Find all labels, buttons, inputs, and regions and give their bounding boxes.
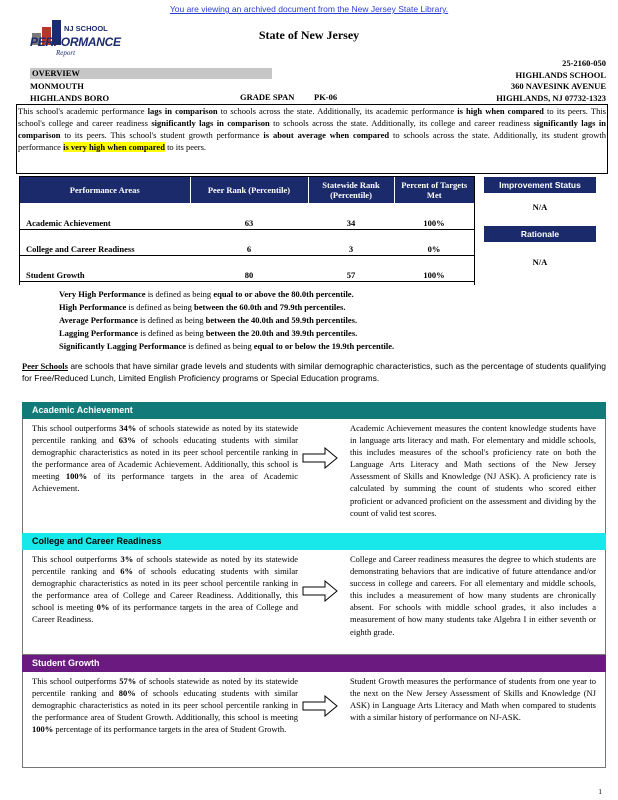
college-career-readiness-description: College and Career readiness measures the degree to which students are demonstrating behaviors that are indicative of future attendance and/or success in college and careers. For all elementary and middle schools, this includes a measurement of how many students are chronically absent. For schools with middle school grades, it also includes a measurement of how many students take Algebra I in either seventh or eighth grade. — [350, 554, 596, 637]
section-header-college-career-readiness: College and Career Readiness — [22, 533, 606, 550]
right-arrow-icon — [302, 580, 338, 602]
overview-label: OVERVIEW — [30, 68, 272, 79]
definition-high: High Performance is defined as being between the 60.0th and 79.9th percentiles. — [59, 302, 346, 312]
peer-rank: 63 — [190, 203, 308, 229]
logo-text-line2: PERFORMANCE — [30, 35, 121, 49]
table-row — [20, 203, 474, 229]
definition-significantly-lagging: Significantly Lagging Performance is defined as being equal to or below the 19.9th percentile. — [59, 341, 395, 351]
performance-area: Academic Achievement — [20, 203, 190, 229]
right-arrow-icon — [302, 695, 338, 717]
school-code: 25-2160-050 — [562, 58, 606, 68]
rationale-value: N/A — [532, 257, 548, 267]
definition-average: Average Performance is defined as being between the 40.0th and 59.9th percentiles. — [59, 315, 358, 325]
targets-met: 100% — [394, 255, 474, 281]
table-header-row — [20, 177, 474, 203]
targets-met: 0% — [394, 229, 474, 255]
targets-met: 100% — [394, 203, 474, 229]
improvement-status-value: N/A — [532, 202, 548, 212]
archive-banner-link[interactable]: You are viewing an archived document from the New Jersey State Library. — [169, 4, 449, 14]
county-name: MONMOUTH — [30, 81, 84, 91]
page-title: State of New Jersey — [258, 28, 360, 42]
column-header: Statewide Rank (Percentile) — [308, 177, 394, 203]
academic-achievement-description: Academic Achievement measures the content knowledge students have in language arts literacy and math. For elementary and middle schools, this includes measures of the school's proficiency rate on both the Language Arts Literacy and Math sections of the New Jersey Assessment of Skills and Knowledge (NJ ASK). A proficiency rate is calculated by summing the count of students who scored either proficient or advanced proficient on the assessment and dividing by the count of valid test scores. — [350, 423, 596, 518]
definition-very-high: Very High Performance is defined as being equal to or above the 80.0th percentile. — [59, 289, 354, 299]
logo-text-line3: Report — [56, 49, 76, 57]
statewide-rank: 34 — [308, 203, 394, 229]
performance-area: Student Growth — [20, 255, 190, 281]
student-growth-summary: This school outperforms 57% of schools statewide as noted by its statewide percentile ranking and 80% of schools educating students with similar demographic characteristics as noted in its peer school percentile ranking in the performance area of Student Growth. Additionally, this school is meeting 100% percentage of its performance targets in the area of Student Growth. — [32, 676, 298, 735]
column-header: Performance Areas — [20, 177, 190, 203]
section-header-academic-achievement: Academic Achievement — [22, 402, 606, 419]
school-name: HIGHLANDS SCHOOL — [515, 70, 606, 80]
rationale-label: Rationale — [484, 226, 596, 242]
definition-lagging: Lagging Performance is defined as being between the 20.0th and 39.9th percentiles. — [59, 328, 358, 338]
peer-rank: 80 — [190, 255, 308, 281]
logo-text-line1: NJ SCHOOL — [64, 24, 108, 33]
page-number: 1 — [598, 787, 602, 796]
performance-table — [20, 177, 474, 282]
improvement-status-label: Improvement Status — [484, 177, 596, 193]
performance-summary: This school's academic performance lags in comparison to schools across the state. Additionally, its academic performance is high when compared to its peers. This school's college and career readiness significantly lags in comparison to schools across the state. Additionally, its college and career readiness significantly lags in comparison to its peers. This school's student growth performance is about average when compared to schools across the state. Additionally, its student growth performance is very high when compared to its peers. — [18, 106, 606, 153]
statewide-rank: 57 — [308, 255, 394, 281]
table-row — [20, 229, 474, 255]
school-city: HIGHLANDS, NJ 07732-1323 — [496, 93, 606, 103]
section-header-student-growth: Student Growth — [22, 655, 606, 672]
peer-schools-definition: Peer Schools are schools that have similar grade levels and students with similar demographic characteristics, such as the percentage of students qualifying for Free/Reduced Lunch, Limited English Proficiency programs or Special Education programs. — [22, 361, 606, 384]
grade-span-label: GRADE SPAN — [240, 92, 295, 102]
column-header: Peer Rank (Percentile) — [190, 177, 308, 203]
performance-area: College and Career Readiness — [20, 229, 190, 255]
column-header: Percent of Targets Met — [394, 177, 474, 203]
academic-achievement-summary: This school outperforms 34% of schools statewide as noted by its statewide percentile ranking and 63% of schools educating students with similar demographic characteristics as noted in its peer school percentile ranking in the performance area of Academic Achievement. Additionally, this school is meeting 100% of its performance targets in the area of Academic Achievement. — [32, 423, 298, 494]
college-career-readiness-summary: This school outperforms 3% of schools statewide as noted by its statewide percentile ranking and 6% of schools educating students with similar demographic characteristics as noted in its peer school percentile ranking in the performance area of College and Career Readiness. Additionally, this school is meeting 0% of its performance targets in the area of College and Career Readiness. — [32, 554, 299, 625]
school-address: 360 NAVESINK AVENUE — [510, 81, 606, 91]
peer-rank: 6 — [190, 229, 308, 255]
statewide-rank: 3 — [308, 229, 394, 255]
right-arrow-icon — [302, 447, 338, 469]
grade-span-value: PK-06 — [314, 92, 338, 102]
table-row — [20, 255, 474, 281]
student-growth-description: Student Growth measures the performance of students from one year to the next on the New Jersey Assessment of Skills and Knowledge (NJ ASK) in Language Arts Literacy and Math when compared to students with a similar history of performance on NJ-ASK. — [350, 676, 596, 723]
district-name: HIGHLANDS BORO — [30, 93, 110, 103]
